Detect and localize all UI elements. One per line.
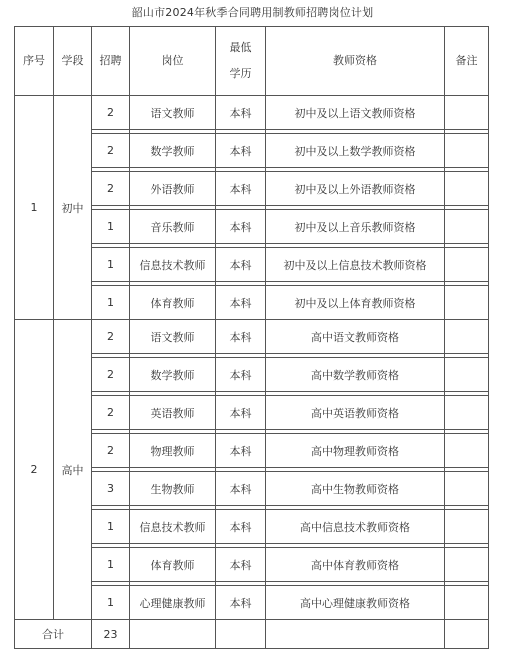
min-education-cell: 本科 [216, 286, 266, 320]
total-empty-cell [266, 620, 445, 649]
qualification-cell: 初中及以上语文教师资格 [266, 96, 445, 130]
qualification-cell: 高中英语教师资格 [266, 396, 445, 430]
qualification-cell: 高中语文教师资格 [266, 320, 445, 354]
min-education-cell: 本科 [216, 248, 266, 282]
min-education-cell: 本科 [216, 134, 266, 168]
position-cell: 信息技术教师 [130, 248, 216, 282]
total-row [15, 620, 489, 649]
position-cell: 外语教师 [130, 172, 216, 206]
total-empty-cell [445, 620, 489, 649]
header-qualification: 教师资格 [266, 27, 445, 96]
remarks-cell [445, 320, 489, 354]
min-education-cell: 本科 [216, 172, 266, 206]
header-min-education-line1: 最低 [229, 41, 252, 54]
recruit-count-cell: 1 [92, 586, 130, 620]
remarks-cell [445, 548, 489, 582]
qualification-cell: 高中心理健康教师资格 [266, 586, 445, 620]
remarks-cell [445, 210, 489, 244]
remarks-cell [445, 96, 489, 130]
position-cell: 物理教师 [130, 434, 216, 468]
qualification-cell: 初中及以上体育教师资格 [266, 286, 445, 320]
group-seq-cell: 1 [15, 96, 54, 320]
header-row [15, 27, 489, 96]
remarks-cell [445, 434, 489, 468]
min-education-cell: 本科 [216, 510, 266, 544]
position-cell: 心理健康教师 [130, 586, 216, 620]
total-empty-cell [216, 620, 266, 649]
min-education-cell: 本科 [216, 96, 266, 130]
min-education-cell: 本科 [216, 320, 266, 354]
recruit-count-cell: 2 [92, 434, 130, 468]
recruit-count-cell: 1 [92, 548, 130, 582]
position-cell: 数学教师 [130, 134, 216, 168]
min-education-cell: 本科 [216, 548, 266, 582]
group-stage-cell: 初中 [54, 96, 92, 320]
min-education-cell: 本科 [216, 434, 266, 468]
qualification-cell: 初中及以上外语教师资格 [266, 172, 445, 206]
recruit-count-cell: 2 [92, 358, 130, 392]
qualification-cell: 高中信息技术教师资格 [266, 510, 445, 544]
position-cell: 信息技术教师 [130, 510, 216, 544]
recruitment-plan-table [14, 26, 489, 649]
min-education-cell: 本科 [216, 472, 266, 506]
qualification-cell: 初中及以上信息技术教师资格 [266, 248, 445, 282]
position-cell: 生物教师 [130, 472, 216, 506]
recruit-count-cell: 2 [92, 96, 130, 130]
remarks-cell [445, 172, 489, 206]
recruit-count-cell: 2 [92, 134, 130, 168]
position-cell: 音乐教师 [130, 210, 216, 244]
remarks-cell [445, 472, 489, 506]
min-education-cell: 本科 [216, 586, 266, 620]
header-seq: 序号 [15, 27, 54, 96]
position-cell: 语文教师 [130, 96, 216, 130]
qualification-cell: 高中物理教师资格 [266, 434, 445, 468]
qualification-cell: 高中数学教师资格 [266, 358, 445, 392]
header-remarks: 备注 [445, 27, 489, 96]
remarks-cell [445, 358, 489, 392]
qualification-cell: 高中体育教师资格 [266, 548, 445, 582]
recruit-count-cell: 1 [92, 248, 130, 282]
total-empty-cell [130, 620, 216, 649]
header-min-education [216, 27, 266, 96]
remarks-cell [445, 396, 489, 430]
remarks-cell [445, 510, 489, 544]
qualification-cell: 初中及以上音乐教师资格 [266, 210, 445, 244]
recruit-count-cell: 3 [92, 472, 130, 506]
min-education-cell: 本科 [216, 210, 266, 244]
recruit-count-cell: 1 [92, 510, 130, 544]
recruit-count-cell: 2 [92, 396, 130, 430]
header-recruit: 招聘 [92, 27, 130, 96]
qualification-cell: 高中生物教师资格 [266, 472, 445, 506]
min-education-cell: 本科 [216, 396, 266, 430]
recruit-count-cell: 2 [92, 172, 130, 206]
page-title: 韶山市2024年秋季合同聘用制教师招聘岗位计划 [131, 6, 374, 19]
remarks-cell [445, 134, 489, 168]
position-cell: 体育教师 [130, 548, 216, 582]
qualification-cell: 初中及以上数学教师资格 [266, 134, 445, 168]
table-row [15, 96, 489, 130]
group-seq-cell: 2 [15, 320, 54, 620]
table-row [15, 320, 489, 354]
remarks-cell [445, 586, 489, 620]
position-cell: 数学教师 [130, 358, 216, 392]
remarks-cell [445, 286, 489, 320]
recruit-count-cell: 1 [92, 210, 130, 244]
position-cell: 语文教师 [130, 320, 216, 354]
total-count-cell: 23 [92, 620, 130, 649]
header-position: 岗位 [130, 27, 216, 96]
recruit-count-cell: 1 [92, 286, 130, 320]
position-cell: 英语教师 [130, 396, 216, 430]
recruit-count-cell: 2 [92, 320, 130, 354]
header-stage: 学段 [54, 27, 92, 96]
group-stage-cell: 高中 [54, 320, 92, 620]
total-label-cell: 合计 [15, 620, 92, 649]
header-min-education-line2: 学历 [229, 67, 252, 80]
remarks-cell [445, 248, 489, 282]
position-cell: 体育教师 [130, 286, 216, 320]
min-education-cell: 本科 [216, 358, 266, 392]
